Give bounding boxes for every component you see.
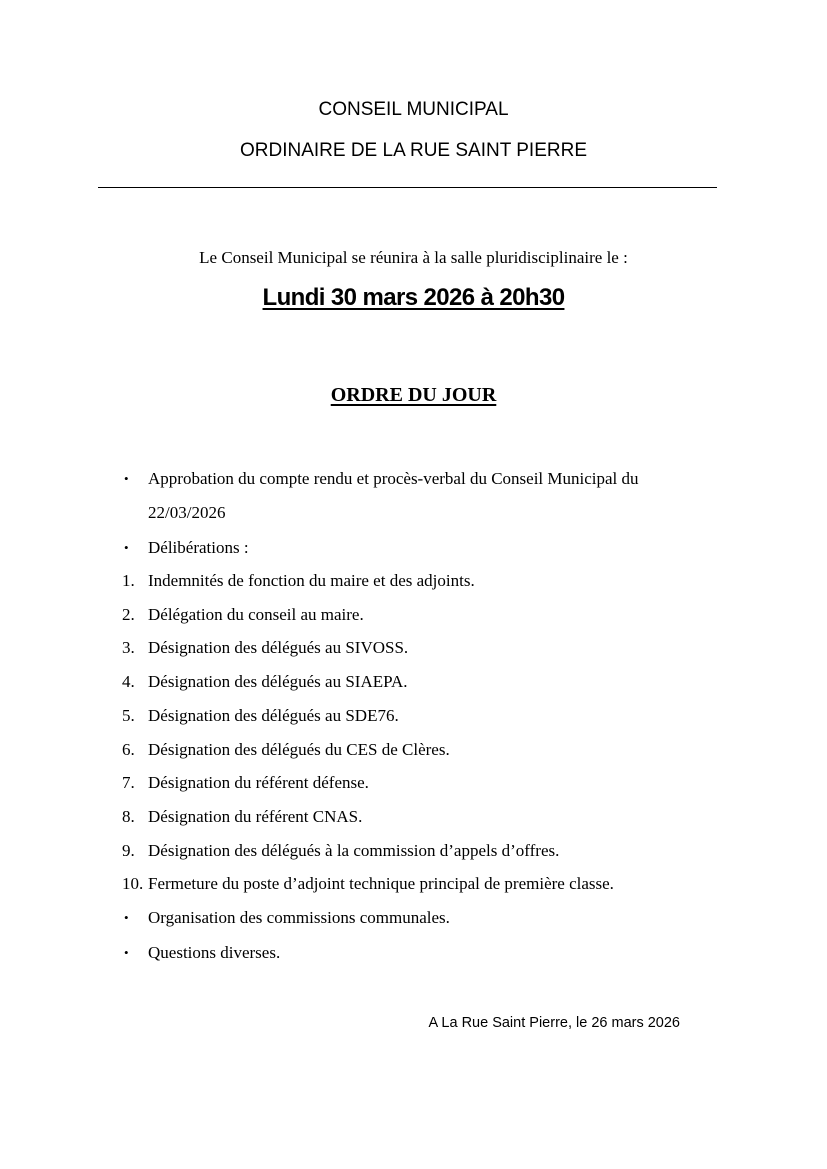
agenda-heading bbox=[0, 383, 827, 407]
agenda-item-text: Délibérations : bbox=[148, 538, 249, 557]
deliberation-number: 2. bbox=[122, 604, 135, 624]
deliberation-text: Désignation des délégués du CES de Clères. bbox=[148, 739, 450, 759]
document-title-line1: CONSEIL MUNICIPAL bbox=[318, 99, 509, 120]
deliberation-number: 5. bbox=[122, 705, 135, 725]
agenda-item-approbation bbox=[122, 469, 722, 489]
agenda-heading-text: ORDRE DU JOUR bbox=[330, 384, 497, 406]
deliberation-item bbox=[122, 571, 722, 591]
meeting-date bbox=[0, 283, 827, 313]
agenda-item-text: Organisation des commissions communales. bbox=[148, 908, 450, 927]
deliberation-number: 6. bbox=[122, 739, 135, 759]
bullet-icon: • bbox=[124, 910, 129, 925]
deliberation-item bbox=[122, 672, 722, 692]
title-divider bbox=[98, 187, 717, 188]
deliberation-number: 10. bbox=[122, 874, 144, 894]
deliberation-text: Désignation du référent CNAS. bbox=[148, 806, 363, 826]
deliberation-item bbox=[122, 807, 722, 827]
deliberation-item bbox=[122, 773, 722, 793]
agenda-item-text: Questions diverses. bbox=[148, 943, 281, 962]
agenda-item-commissions bbox=[122, 908, 722, 928]
agenda-item-text: 22/03/2026 bbox=[148, 503, 226, 522]
meeting-date-text: Lundi 30 mars 2026 à 20h30 bbox=[262, 284, 565, 311]
deliberation-number: 1. bbox=[122, 571, 135, 590]
deliberation-text: Désignation des délégués à la commission d’appels d’offres. bbox=[148, 840, 560, 860]
deliberation-item bbox=[122, 638, 722, 658]
deliberation-item bbox=[122, 841, 722, 861]
bullet-icon: • bbox=[124, 540, 129, 555]
deliberation-item bbox=[122, 706, 722, 726]
agenda-item-text: Approbation du compte rendu et procès-verbal du Conseil Municipal du bbox=[148, 469, 639, 488]
deliberation-text: Délégation du conseil au maire. bbox=[148, 604, 364, 624]
intro-text: Le Conseil Municipal se réunira à la salle pluridisciplinaire le : bbox=[199, 248, 628, 267]
deliberation-text: Désignation des délégués au SIAEPA. bbox=[148, 672, 408, 692]
deliberation-number: 7. bbox=[122, 773, 135, 793]
deliberation-number: 3. bbox=[122, 638, 135, 658]
deliberation-text: Désignation des délégués au SDE76. bbox=[148, 705, 399, 725]
deliberation-item bbox=[122, 874, 722, 894]
deliberation-item bbox=[122, 605, 722, 625]
deliberation-item bbox=[122, 740, 722, 760]
deliberation-number: 4. bbox=[122, 672, 135, 692]
deliberation-text: Fermeture du poste d’adjoint technique principal de première classe. bbox=[148, 874, 614, 894]
deliberation-text: Désignation du référent défense. bbox=[148, 773, 369, 793]
bullet-icon: • bbox=[124, 945, 129, 960]
document-title-line2: ORDINAIRE DE LA RUE SAINT PIERRE bbox=[239, 140, 587, 161]
agenda-item-deliberations bbox=[122, 538, 722, 558]
deliberation-number: 9. bbox=[122, 840, 135, 860]
deliberation-number: 8. bbox=[122, 806, 135, 826]
bullet-icon: • bbox=[124, 471, 129, 486]
agenda-item-questions bbox=[122, 943, 722, 963]
deliberation-text: Désignation des délégués au SIVOSS. bbox=[148, 638, 409, 658]
signature-place-date: A La Rue Saint Pierre, le 26 mars 2026 bbox=[428, 1015, 680, 1031]
agenda-item-approbation-date bbox=[122, 503, 722, 523]
deliberation-text: Indemnités de fonction du maire et des adjoints. bbox=[148, 571, 475, 590]
